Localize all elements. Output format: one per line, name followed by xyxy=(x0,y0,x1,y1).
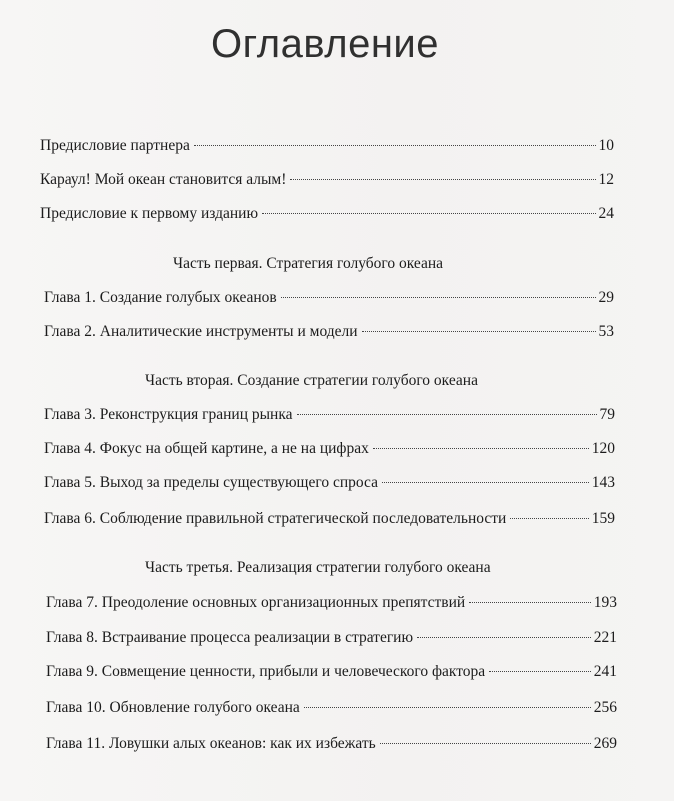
part-heading-3: Часть третья. Реализация стратегии голубого океана xyxy=(145,559,491,576)
toc-entry-page: 79 xyxy=(599,406,615,423)
dot-leader xyxy=(281,297,596,298)
toc-entry-label: Глава 9. Совмещение ценности, прибыли и человеческого фактора xyxy=(46,663,486,680)
toc-entry-label: Глава 3. Реконструкция границ рынка xyxy=(44,406,293,423)
toc-entry-chapter-5[interactable] xyxy=(44,472,615,494)
toc-entry-alarm[interactable] xyxy=(40,169,614,191)
dot-leader xyxy=(510,518,588,519)
toc-entry-label: Глава 1. Создание голубых океанов xyxy=(44,289,277,306)
dot-leader xyxy=(382,482,589,483)
dot-leader xyxy=(290,179,595,180)
part-heading-2: Часть вторая. Создание стратегии голубого океана xyxy=(145,372,478,389)
toc-entry-chapter-9[interactable] xyxy=(46,661,617,683)
toc-entry-chapter-10[interactable] xyxy=(46,697,617,719)
toc-entry-page: 12 xyxy=(598,171,614,188)
toc-entry-page: 10 xyxy=(598,137,614,154)
toc-entry-chapter-11[interactable] xyxy=(46,733,617,755)
dot-leader xyxy=(380,743,591,744)
dot-leader xyxy=(362,331,596,332)
toc-entry-page: 193 xyxy=(593,594,617,611)
toc-entry-label: Глава 10. Обновление голубого океана xyxy=(46,699,300,716)
dot-leader xyxy=(262,213,595,214)
toc-entry-chapter-8[interactable] xyxy=(46,627,617,649)
toc-entry-chapter-2[interactable] xyxy=(44,321,614,343)
toc-entry-label: Глава 5. Выход за пределы существующего спроса xyxy=(44,474,378,491)
dot-leader xyxy=(489,671,591,672)
toc-entry-label: Глава 11. Ловушки алых океанов: как их избежать xyxy=(46,735,376,752)
toc-entry-page: 53 xyxy=(598,323,614,340)
toc-entry-chapter-3[interactable] xyxy=(44,404,615,426)
part-heading-1: Часть первая. Стратегия голубого океана xyxy=(173,255,444,272)
dot-leader xyxy=(469,602,591,603)
toc-entry-page: 241 xyxy=(593,663,617,680)
toc-entry-page: 221 xyxy=(593,629,617,646)
toc-entry-label: Глава 8. Встраивание процесса реализации в стратегию xyxy=(46,629,414,646)
toc-entry-foreword-partner[interactable] xyxy=(40,135,614,157)
page-title: Оглавление xyxy=(210,22,439,66)
toc-entry-page: 269 xyxy=(593,735,617,752)
dot-leader xyxy=(194,145,596,146)
dot-leader xyxy=(297,414,597,415)
dot-leader xyxy=(417,637,591,638)
dot-leader xyxy=(304,707,591,708)
toc-entry-page: 29 xyxy=(598,289,614,306)
toc-entry-chapter-6[interactable] xyxy=(44,508,615,530)
toc-entry-label: Глава 2. Аналитические инструменты и модели xyxy=(44,323,358,340)
toc-entry-page: 256 xyxy=(593,699,617,716)
toc-entry-page: 120 xyxy=(591,440,615,457)
toc-entry-page: 159 xyxy=(591,510,615,527)
toc-entry-page: 143 xyxy=(591,474,615,491)
toc-entry-chapter-7[interactable] xyxy=(46,592,617,614)
toc-entry-chapter-1[interactable] xyxy=(44,287,614,309)
dot-leader xyxy=(373,448,589,449)
toc-entry-label: Глава 6. Соблюдение правильной стратегической последовательности xyxy=(44,510,507,527)
toc-entry-label: Предисловие к первому изданию xyxy=(40,205,259,222)
toc-entry-label: Глава 7. Преодоление основных организационных препятствий xyxy=(46,594,466,611)
toc-entry-label: Глава 4. Фокус на общей картине, а не на цифрах xyxy=(44,440,369,457)
toc-entry-page: 24 xyxy=(598,205,614,222)
toc-entry-label: Караул! Мой океан становится алым! xyxy=(40,171,287,188)
toc-entry-label: Предисловие партнера xyxy=(40,137,190,154)
toc-entry-foreword-first-edition[interactable] xyxy=(40,203,614,225)
toc-entry-chapter-4[interactable] xyxy=(44,438,615,460)
